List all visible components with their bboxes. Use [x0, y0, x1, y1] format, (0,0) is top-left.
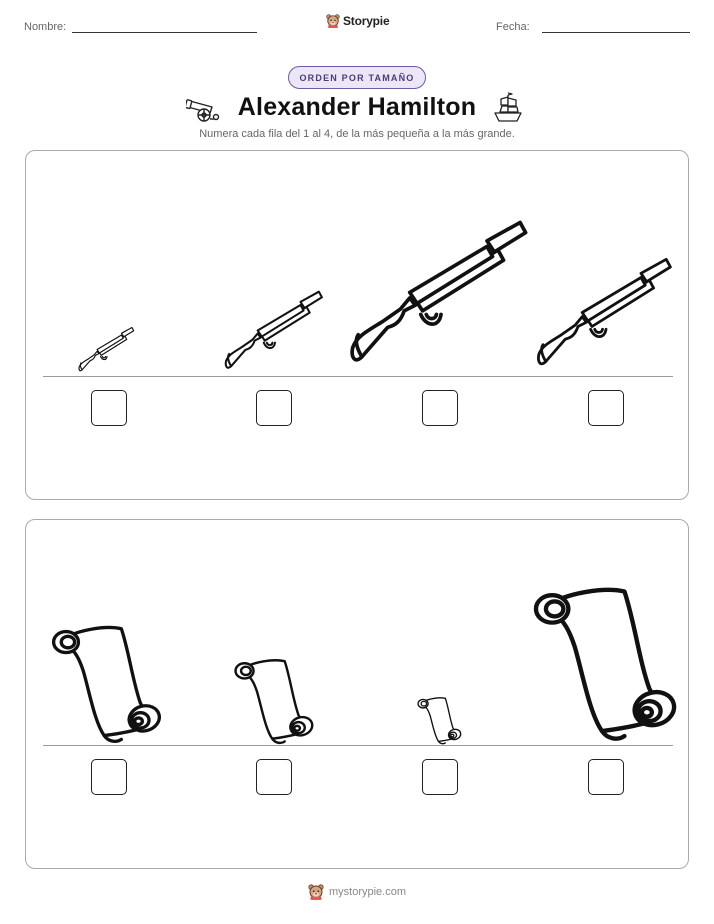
musket-icon — [224, 289, 326, 377]
ship-icon — [492, 92, 524, 124]
scroll-icon — [50, 623, 166, 747]
date-field-line[interactable] — [542, 32, 690, 33]
musket-icon — [78, 326, 136, 376]
baseline — [43, 745, 673, 746]
name-field-line[interactable] — [72, 32, 257, 33]
activity-badge: ORDEN POR TAMAÑO — [288, 66, 426, 89]
sorting-panel-scrolls — [25, 519, 689, 869]
brand-name: Storypie — [343, 14, 390, 28]
scroll-icon — [532, 584, 682, 746]
page-title: Alexander Hamilton — [237, 93, 477, 121]
scroll-icon — [232, 657, 318, 747]
rank-checkbox[interactable] — [422, 759, 458, 795]
bear-mascot-icon — [326, 14, 340, 28]
instructions: Numera cada fila del 1 al 4, de la más pequeña a la más grande. — [199, 128, 515, 140]
rank-checkbox[interactable] — [422, 390, 458, 426]
rank-checkbox[interactable] — [91, 759, 127, 795]
footer — [0, 884, 714, 900]
musket-icon — [536, 255, 676, 377]
baseline — [43, 376, 673, 377]
rank-checkbox[interactable] — [256, 390, 292, 426]
bear-mascot-icon — [308, 884, 324, 900]
brand-logo — [326, 14, 389, 28]
musket-icon — [349, 217, 533, 377]
rank-checkbox[interactable] — [588, 390, 624, 426]
rank-checkbox[interactable] — [256, 759, 292, 795]
scroll-icon — [416, 696, 464, 746]
rank-checkbox[interactable] — [91, 390, 127, 426]
footer-url[interactable]: mystorypie.com — [328, 886, 407, 898]
date-label: Fecha: — [496, 21, 530, 33]
name-label: Nombre: — [24, 21, 67, 33]
sorting-panel-muskets — [25, 150, 689, 500]
rank-checkbox[interactable] — [588, 759, 624, 795]
